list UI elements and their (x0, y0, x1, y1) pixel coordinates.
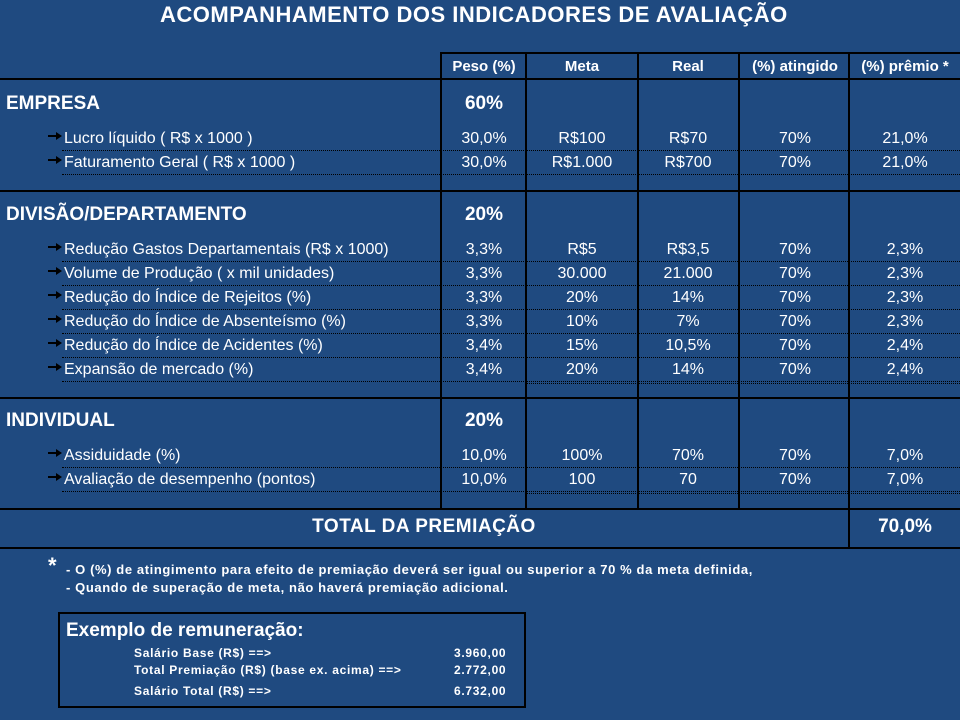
total-value: 70,0% (878, 516, 932, 537)
indicator-label: Expansão de mercado (%) (64, 361, 254, 378)
cell-meta: 10% (565, 313, 599, 330)
section-title-individual: INDIVIDUAL (6, 410, 115, 431)
cell-meta: 15% (565, 337, 599, 354)
bullet-arrow-icon (48, 242, 62, 252)
cell-real: 70% (671, 447, 705, 464)
cell-real: 14% (671, 289, 705, 306)
cell-premio: 2,4% (886, 361, 924, 378)
cell-meta: 20% (565, 289, 599, 306)
bullet-arrow-icon (48, 338, 62, 348)
row-separator (526, 493, 960, 494)
cell-meta: 100 (568, 471, 596, 488)
footnote-mark: * (48, 553, 58, 578)
example-label-total: Salário Total (R$) ==> (134, 684, 272, 698)
indicator-label: Avaliação de desempenho (pontos) (64, 471, 316, 488)
cell-real: R$3,5 (666, 241, 710, 258)
cell-premio: 7,0% (886, 471, 924, 488)
cell-premio: 7,0% (886, 447, 924, 464)
bullet-arrow-icon (48, 290, 62, 300)
example-value-base: 3.960,00 (454, 646, 507, 660)
cell-premio: 2,3% (886, 241, 924, 258)
cell-real: R$700 (664, 154, 712, 171)
cell-peso: 10,0% (461, 471, 507, 488)
cell-real: 7% (676, 313, 700, 330)
example-label-base: Salário Base (R$) ==> (134, 646, 272, 660)
example-value-total: 6.732,00 (454, 684, 507, 698)
cell-real: R$70 (668, 130, 708, 147)
cell-meta: R$5 (567, 241, 597, 258)
section-weight-divisao: 20% (464, 204, 504, 225)
row-separator (62, 309, 960, 310)
example-title: Exemplo de remuneração: (66, 620, 304, 641)
cell-peso: 30,0% (461, 154, 507, 171)
example-box (58, 612, 526, 708)
row-separator (62, 150, 960, 151)
cell-real: 70 (679, 471, 697, 488)
indicator-label: Redução do Índice de Acidentes (%) (64, 337, 323, 354)
row-separator (62, 467, 960, 468)
cell-atingido: 70% (778, 130, 812, 147)
example-label-premiacao: Total Premiação (R$) (base ex. acima) ==> (134, 663, 402, 677)
cell-peso: 3,4% (465, 361, 503, 378)
indicator-label: Assiduidade (%) (64, 447, 181, 464)
section-weight-empresa: 60% (464, 93, 504, 114)
header-meta: Meta (564, 58, 600, 75)
cell-atingido: 70% (778, 447, 812, 464)
cell-peso: 3,3% (465, 313, 503, 330)
header-peso: Peso (%) (452, 58, 516, 75)
indicator-label: Redução Gastos Departamentais (R$ x 1000) (64, 241, 389, 258)
header-real: Real (672, 58, 704, 75)
cell-premio: 21,0% (882, 154, 928, 171)
cell-premio: 2,3% (886, 289, 924, 306)
bullet-arrow-icon (48, 362, 62, 372)
total-label: TOTAL DA PREMIAÇÃO (312, 516, 536, 537)
cell-peso: 3,3% (465, 241, 503, 258)
row-separator (62, 333, 960, 334)
cell-premio: 2,3% (886, 313, 924, 330)
row-separator (62, 491, 960, 492)
cell-atingido: 70% (778, 361, 812, 378)
total-top-line (0, 508, 960, 510)
bullet-arrow-icon (48, 472, 62, 482)
cell-peso: 30,0% (461, 130, 507, 147)
row-separator (526, 383, 960, 384)
cell-real: 21.000 (663, 265, 713, 282)
row-separator (62, 285, 960, 286)
bullet-arrow-icon (48, 266, 62, 276)
footnote-line-2: - Quando de superação de meta, não haverá premiação adicional. (66, 580, 509, 595)
bullet-arrow-icon (48, 155, 62, 165)
cell-meta: R$1.000 (551, 154, 613, 171)
indicator-label: Faturamento Geral ( R$ x 1000 ) (64, 154, 296, 171)
cell-atingido: 70% (778, 313, 812, 330)
row-separator (62, 357, 960, 358)
section-weight-individual: 20% (464, 410, 504, 431)
cell-real: 10,5% (665, 337, 711, 354)
header-premio: (%) prêmio * (861, 58, 949, 75)
cell-atingido: 70% (778, 241, 812, 258)
indicator-label: Redução do Índice de Rejeitos (%) (64, 289, 312, 306)
cell-peso: 10,0% (461, 447, 507, 464)
page-title: ACOMPANHAMENTO DOS INDICADORES DE AVALIAÇÃO (160, 2, 788, 27)
cell-premio: 2,3% (886, 265, 924, 282)
header-bottom-line (0, 78, 960, 80)
header-atingido: (%) atingido (752, 58, 838, 75)
cell-peso: 3,3% (465, 289, 503, 306)
cell-premio: 2,4% (886, 337, 924, 354)
indicator-label: Redução do Índice de Absenteísmo (%) (64, 313, 346, 330)
cell-atingido: 70% (778, 471, 812, 488)
cell-atingido: 70% (778, 289, 812, 306)
cell-atingido: 70% (778, 154, 812, 171)
cell-meta: 30.000 (557, 265, 607, 282)
example-value-premiacao: 2.772,00 (454, 663, 507, 677)
section-divider-2 (0, 397, 960, 399)
section-title-empresa: EMPRESA (6, 93, 100, 114)
total-bottom-line (0, 547, 960, 549)
cell-meta: 100% (561, 447, 603, 464)
row-separator (62, 381, 960, 382)
cell-meta: R$100 (558, 130, 606, 147)
cell-real: 14% (671, 361, 705, 378)
cell-atingido: 70% (778, 265, 812, 282)
cell-peso: 3,4% (465, 337, 503, 354)
bullet-arrow-icon (48, 314, 62, 324)
header-top-line (442, 52, 960, 54)
indicator-label: Lucro líquido ( R$ x 1000 ) (64, 130, 253, 147)
cell-peso: 3,3% (465, 265, 503, 282)
bullet-arrow-icon (48, 131, 62, 141)
cell-atingido: 70% (778, 337, 812, 354)
row-separator (62, 174, 960, 175)
row-separator (62, 261, 960, 262)
section-divider-1 (0, 190, 960, 192)
cell-meta: 20% (565, 361, 599, 378)
footnote-line-1: - O (%) de atingimento para efeito de premiação deverá ser igual ou superior a 70 % da meta definida, (66, 562, 753, 577)
cell-premio: 21,0% (882, 130, 928, 147)
section-title-divisao: DIVISÃO/DEPARTAMENTO (6, 204, 247, 225)
bullet-arrow-icon (48, 448, 62, 458)
indicator-label: Volume de Produção ( x mil unidades) (64, 265, 335, 282)
